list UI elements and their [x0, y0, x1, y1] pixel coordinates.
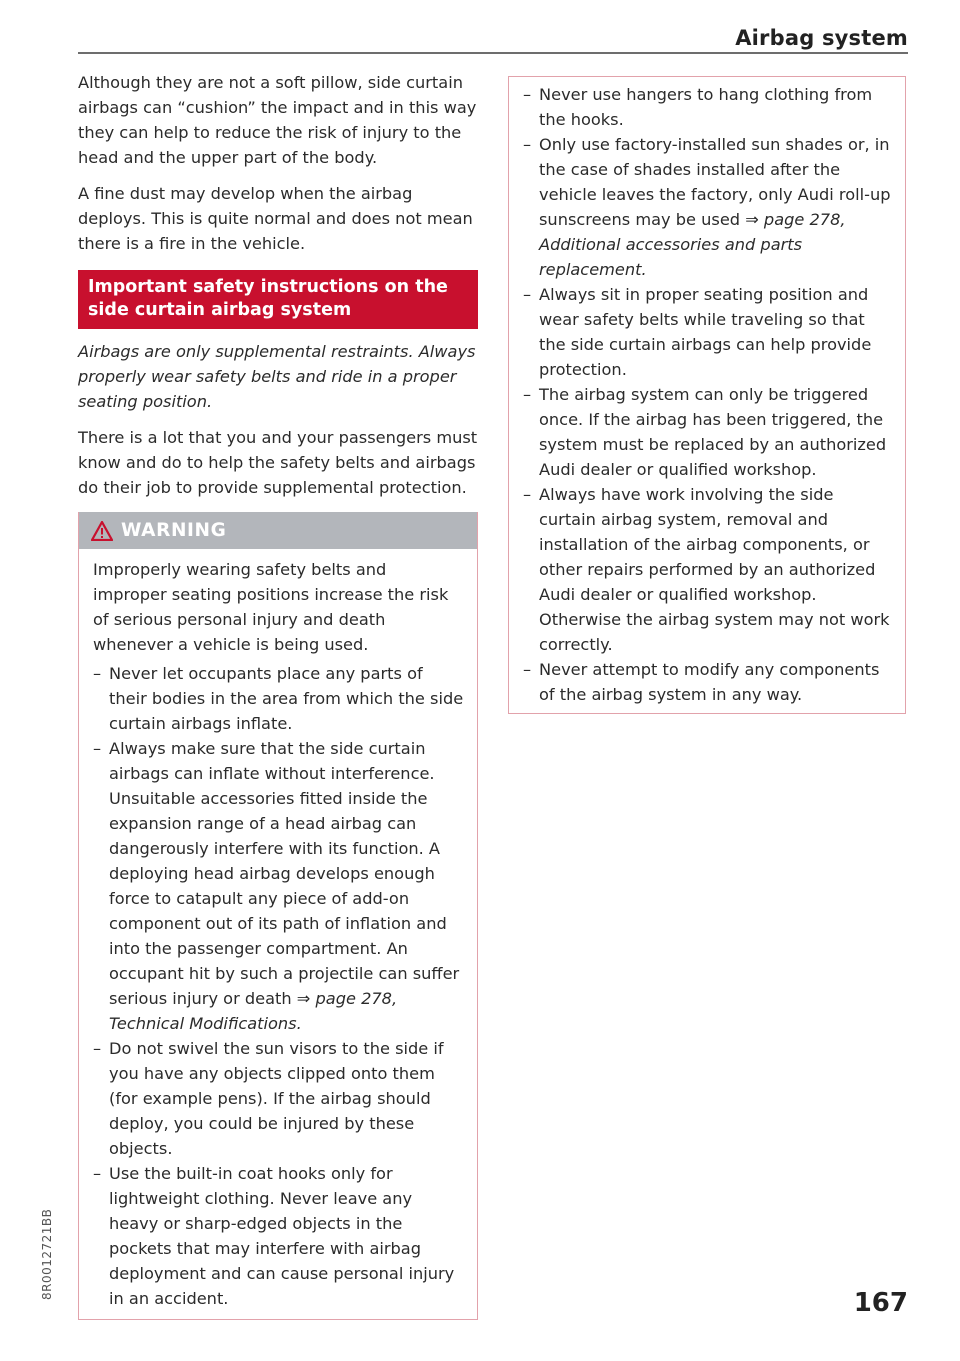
page-reference-link[interactable]: ⇒ page 278, Technical Modifications.: [109, 989, 398, 1033]
section-heading: Important safety instructions on the side curtain airbag system: [78, 270, 478, 329]
body-paragraph: A fine dust may develop when the airbag deploys. This is quite normal and does not mean there is a fire in the vehicle.: [78, 184, 473, 253]
list-item: – Always have work involving the side curtain airbag system, removal and installation of the airbag components, or other repairs performed by an authorized Audi dealer or qualified workshop. Otherwise the airbag system may not work correctly.: [523, 482, 893, 657]
section-title: Airbag system: [735, 26, 908, 50]
left-column: [78, 70, 478, 1320]
list-item: – Never use hangers to hang clothing from the hooks.: [523, 82, 893, 132]
list-item: – Do not swivel the sun visors to the side if you have any objects clipped onto them (for example pens). If the airbag should deploy, you could be injured by these objects.: [93, 1036, 465, 1161]
warning-header: [79, 512, 477, 549]
body-paragraph: Although they are not a soft pillow, side curtain airbags can “cushion” the impact and in this way they can help to reduce the risk of injury to the head and the upper part of the body.: [78, 73, 477, 167]
page-number: 167: [853, 1288, 908, 1318]
list-item: – The airbag system can only be triggered once. If the airbag has been triggered, the system must be replaced by an authorized Audi dealer or qualified workshop.: [523, 382, 893, 482]
warning-title: WARNING: [121, 520, 227, 541]
warning-list-continued: [523, 82, 893, 707]
warning-box: [78, 512, 478, 1320]
document-code: 8R0012721BB: [40, 1208, 54, 1300]
warning-lead: Improperly wearing safety belts and improper seating positions increase the risk of serious personal injury and death whenever a vehicle is being used.: [93, 560, 449, 654]
list-item: – Always make sure that the side curtain airbags can inflate without interference. Unsuitable accessories fitted inside the expansion range of a head airbag can dangerously interfere with its function. A deploying head airbag develops enough force to catapult any piece of add-on component out of its path of inflation and into the passenger compartment. An occupant hit by such a projectile can suffer serious injury or death ⇒ page 278, Technical Modifications.: [93, 736, 465, 1036]
list-item: – Never attempt to modify any components of the airbag system in any way.: [523, 657, 893, 707]
warning-triangle-icon: [91, 521, 113, 541]
list-item: – Use the built-in coat hooks only for lightweight clothing. Never leave any heavy or sharp-edged objects in the pockets that may interfere with airbag deployment and can cause personal injury in an accident.: [93, 1161, 465, 1311]
header-rule: [78, 52, 908, 54]
page-reference-link[interactable]: ⇒ page 278, Additional accessories and parts replacement.: [539, 210, 846, 279]
intro-italic: Airbags are only supplemental restraints. Always properly wear safety belts and ride in a proper seating position.: [78, 342, 476, 411]
intro-paragraph: There is a lot that you and your passengers must know and do to help the safety belts and airbags do their job to provide supplemental protection.: [78, 428, 478, 497]
warning-list: [93, 661, 465, 1311]
list-item: – Always sit in proper seating position and wear safety belts while traveling so that the side curtain airbags can help provide protection.: [523, 282, 893, 382]
list-item: – Never let occupants place any parts of their bodies in the area from which the side curtain airbags inflate.: [93, 661, 465, 736]
warning-continuation-box: [508, 76, 906, 714]
warning-body: [79, 549, 477, 1319]
list-item: – Only use factory-installed sun shades or, in the case of shades installed after the vehicle leaves the factory, only Audi roll-up sunscreens may be used ⇒ page 278, Additional accessories and parts replacement.: [523, 132, 893, 282]
